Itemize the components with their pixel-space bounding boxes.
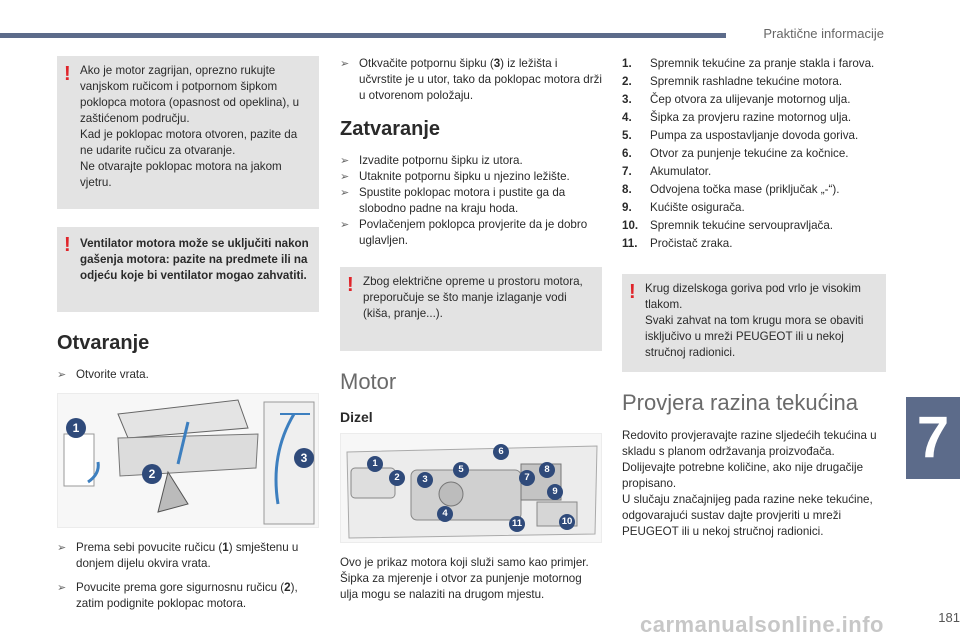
warning-box-fuel-circuit [622, 274, 886, 372]
engine-callout: 11 [509, 516, 525, 532]
list-item: 5. Pumpa za uspostavljanje dovoda goriva. [622, 129, 859, 142]
list-item: 6. Otvor za punjenje tekućine za kočnice. [622, 147, 849, 160]
exclamation-mark-icon: ! [347, 274, 354, 296]
figure-callout: 3 [294, 448, 314, 468]
engine-callout: 2 [389, 470, 405, 486]
watermark-text: carmanualsonline.info [640, 612, 884, 637]
hood-opening-illustration [57, 393, 319, 528]
exclamation-mark-icon: ! [629, 281, 636, 303]
bullet-arrow-icon: ➢ [340, 171, 350, 183]
fluid-levels-paragraph: U slučaju značajnijeg pada razine neke tekućine, odgovarajući sustav dajte provjeriti u mreži PEUGEOT ili u nekoj stručnoj radionici. [622, 493, 873, 538]
component-legend-list [622, 56, 886, 252]
warning-text: Krug dizelskoga goriva pod vrlo je visokim tlakom. [645, 282, 861, 311]
header-bar [0, 33, 726, 38]
list-item: 7. Akumulator. [622, 165, 712, 178]
bullet-item: ➢ Otkvačite potpornu šipku (3) iz ležišta i učvrstite je u utor, tako da poklopac motora drži u otvorenom položaju. [340, 57, 602, 102]
list-item: 4. Šipka za provjeru razine motornog ulja. [622, 111, 852, 124]
figure-callout: 2 [142, 464, 162, 484]
list-item: 1. Spremnik tekućine za pranje stakla i farova. [622, 57, 875, 70]
bullet-arrow-icon: ➢ [57, 369, 67, 381]
page-header-title: Praktične informacije [763, 26, 884, 41]
warning-box-electrical [340, 267, 602, 351]
column-right [622, 56, 886, 540]
warning-text: Ne otvarajte poklopac motora na jakom vjetru. [80, 160, 282, 189]
bullet-arrow-icon: ➢ [340, 58, 350, 70]
warning-box-hot-engine [57, 56, 319, 209]
bullet-item: ➢ Spustite poklopac motora i pustite ga da slobodno padne na kraju hoda. [340, 186, 566, 215]
engine-callout: 8 [539, 462, 555, 478]
warning-text: Ventilator motora može se uključiti nakon gašenja motora: pazite na predmete ili na odjeću koje bi ventilator mogao zahvatiti. [80, 237, 309, 282]
column-left [57, 56, 319, 612]
warning-text: Kad je poklopac motora otvoren, pazite da ne udarite ručicu za otvaranje. [80, 128, 298, 157]
bullet-item: ➢ Povucite prema gore sigurnosnu ručicu (2), zatim podignite poklopac motora. [57, 581, 298, 610]
hood-opening-drawing [58, 394, 320, 529]
warning-box-fan [57, 227, 319, 312]
exclamation-mark-icon: ! [64, 63, 71, 85]
bullet-item: ➢ Izvadite potpornu šipku iz utora. [340, 154, 523, 167]
list-item: 8. Odvojena točka mase (priključak „-“). [622, 183, 840, 196]
chapter-tab [906, 397, 960, 479]
subheading-diesel: Dizel [340, 409, 373, 425]
section-heading-fluid-levels: Provjera razina tekućina [622, 390, 859, 415]
engine-callout: 3 [417, 472, 433, 488]
list-item: 3. Čep otvora za ulijevanje motornog ulja. [622, 93, 851, 106]
section-heading-opening: Otvaranje [57, 332, 150, 354]
figure-callout: 1 [66, 418, 86, 438]
warning-text: Svaki zahvat na tom krugu mora se obaviti isključivo u mreži PEUGEOT ili u nekoj stručnoj radionici. [645, 314, 864, 359]
bullet-item: ➢ Otvorite vrata. [57, 368, 149, 381]
engine-callout: 9 [547, 484, 563, 500]
page-number: 181 [938, 610, 960, 625]
bullet-arrow-icon: ➢ [57, 542, 67, 554]
section-heading-closing: Zatvaranje [340, 118, 441, 140]
column-middle [340, 56, 602, 603]
engine-note-paragraph: Ovo je prikaz motora koji služi samo kao primjer. Šipka za mjerenje i otvor za punjenje motornog ulja mogu se nalaziti na drugom mjestu. [340, 556, 589, 601]
engine-callout: 1 [367, 456, 383, 472]
list-item: 10. Spremnik tekućine servoupravljača. [622, 219, 834, 232]
bullet-item: ➢ Prema sebi povucite ručicu (1) smještenu u donjem dijelu okvira vrata. [57, 541, 299, 570]
engine-callout: 6 [493, 444, 509, 460]
engine-bay-illustration [340, 433, 602, 543]
bullet-arrow-icon: ➢ [340, 187, 350, 199]
warning-text: Zbog električne opreme u prostoru motora, preporučuje se što manje izlaganje vodi (kiša, pranje...). [363, 275, 583, 320]
section-heading-motor: Motor [340, 369, 397, 394]
engine-callout: 4 [437, 506, 453, 522]
warning-text: Ako je motor zagrijan, oprezno rukujte vanjskom ručicom i potpornom šipkom poklopca motora (opasnost od opeklina), u zaštićenom području. [80, 64, 300, 125]
bullet-arrow-icon: ➢ [340, 155, 350, 167]
bullet-arrow-icon: ➢ [340, 219, 350, 231]
bullet-item: ➢ Utaknite potpornu šipku u njezino ležište. [340, 170, 570, 183]
list-item: 9. Kućište osigurača. [622, 201, 745, 214]
engine-callout: 7 [519, 470, 535, 486]
list-item: 2. Spremnik rashladne tekućine motora. [622, 75, 843, 88]
bullet-item: ➢ Povlačenjem poklopca provjerite da je dobro uglavljen. [340, 218, 588, 247]
engine-callout: 5 [453, 462, 469, 478]
bullet-arrow-icon: ➢ [57, 582, 67, 594]
exclamation-mark-icon: ! [64, 234, 71, 256]
list-item: 11. Pročistač zraka. [622, 237, 733, 250]
fluid-levels-paragraph: Redovito provjeravajte razine sljedećih tekućina u skladu s planom održavanja proizvođača. Dolijevajte potrebne količine, ako nije drugačije propisano. [622, 429, 877, 490]
engine-callout: 10 [559, 514, 575, 530]
chapter-number: 7 [916, 405, 950, 470]
